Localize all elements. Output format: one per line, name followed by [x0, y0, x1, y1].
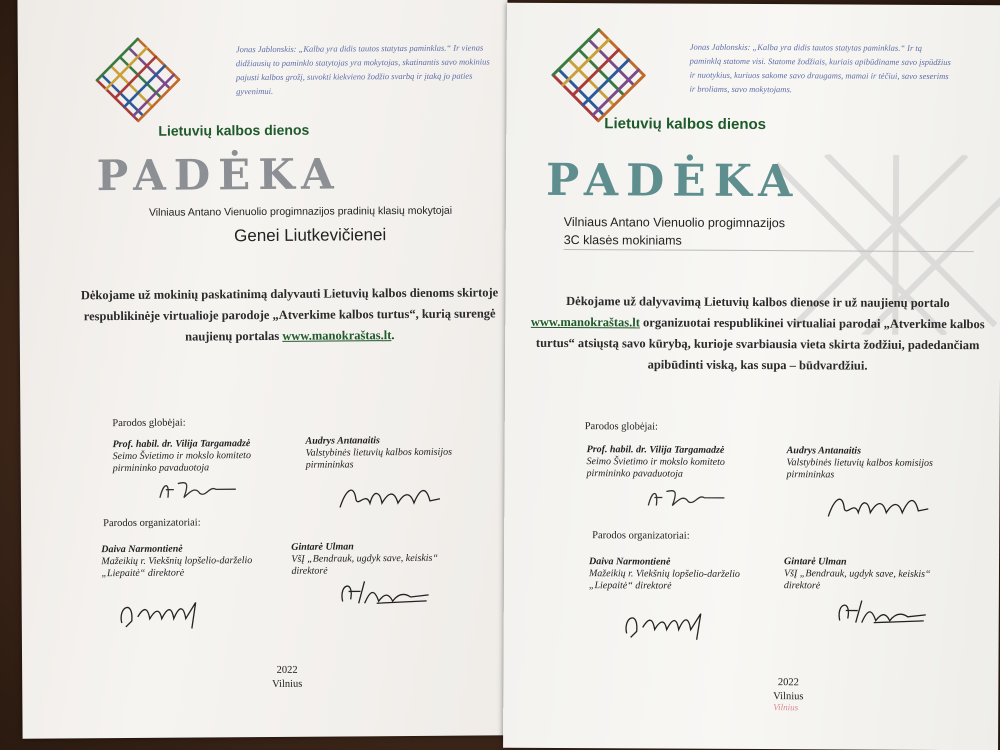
organizer-1 [589, 556, 764, 593]
organizer-1-name: Daiva Narmontienė [101, 543, 183, 556]
year: 2022 [276, 664, 298, 676]
recipient-name: Genei Liutkevičienei [234, 225, 387, 246]
organizer-2-role: VšĮ „Bendrauk, ugdyk save, keiskis“ direktorė [291, 552, 439, 577]
body-paragraph [525, 291, 990, 377]
patron-1-name: Prof. habil. dr. Vilija Targamadzė [112, 438, 251, 451]
patron-1-name: Prof. habil. dr. Vilija Targamadzė [586, 444, 725, 456]
organizer-2 [784, 556, 969, 593]
signature-narmontiene [114, 592, 224, 633]
signature-ulman [336, 575, 436, 610]
patron-2 [305, 434, 480, 471]
signature-ulman [834, 594, 934, 629]
logo-caption: Lietuvių kalbos dienos [604, 115, 767, 134]
city: Vilnius [272, 678, 303, 690]
body-text-end: organizuotai respublikinei virtualiai parodai „Atverkime kalbos turtus“ atsiųstą savo kūrybą, kurioje svarbiausia vieta skirta žodžiui, padedančiam apibūdinti viską, kas supa – būdvardžiui. [535, 315, 985, 373]
footer-year-city [758, 676, 818, 704]
certificate-title: PADĖKA [96, 149, 342, 201]
quote-text: Jonas Jablonskis: „Kalba yra didis tautos statytas paminklas.“ Ir vienas didžiausių to paminklo statytojas yra mokytojas, skatinantis savo mokinius pajusti kalbos grožį, suvokti kiekvieno žodžio svarbą ir įtaką jo paties gyvenimui. [235, 42, 490, 97]
portal-link[interactable]: www.manokraštas.lt [282, 328, 392, 343]
faint-stamp-text: Vilnius [773, 702, 799, 713]
patron-2-role: Valstybinės lietuvių kalbos komisijos pirmininkas [786, 457, 933, 481]
organizer-1-name: Daiva Narmontienė [588, 556, 671, 568]
patron-2 [786, 445, 966, 482]
left-certificate [17, 0, 512, 739]
organizer-1 [101, 543, 276, 580]
patron-1 [586, 444, 761, 481]
issuer-line: Vilniaus Antano Vienuolio progimnazijos pradinių klasių mokytojai [148, 204, 453, 219]
logo-caption: Lietuvių kalbos dienos [158, 121, 310, 139]
organizer-1-role: Mažeikių r. Viekšnių lopšelio-darželio „Liepaitė“ direktorė [588, 568, 740, 592]
organizer-1-role: Mažeikių r. Viekšnių lopšelio-darželio „Liepaitė“ direktorė [101, 555, 253, 580]
body-paragraph [79, 282, 499, 348]
right-certificate [503, 3, 1000, 750]
body-text-end: . [391, 328, 395, 343]
organizer-2 [291, 541, 476, 578]
patron-1-role: Seimo Švietimo ir mokslo komiteto pirmininko pavaduotoja [112, 450, 251, 475]
patron-2-role: Valstybinės lietuvių kalbos komisijos pirmininkas [305, 446, 453, 471]
organizer-2-name: Gintarė Ulman [291, 541, 354, 553]
year: 2022 [777, 677, 799, 689]
logo-lattice-icon [548, 25, 649, 126]
issuer-line-2: 3C klasės mokiniams [563, 233, 682, 248]
signature-targamadze [644, 483, 734, 513]
city: Vilnius [773, 691, 804, 703]
patron-2-name: Audrys Antanaitis [305, 435, 380, 447]
body-text-start: Dėkojame už mokinių paskatinimą dalyvauti Lietuvių kalbos dienoms skirtoje respublikinėje virtualioje parodoje „Atverkime kalbos turtus“, kurią surengė naujienų portalas [80, 285, 499, 344]
issuer-line-1: Vilniaus Antano Vienuolio progimnazijos [563, 215, 786, 231]
signature-narmontiene [619, 603, 729, 644]
certificate-title: PADĖKA [545, 154, 801, 208]
organizers-label: Parodos organizatoriai: [592, 530, 690, 542]
quote-text: Jonas Jablonskis: „Kalba yra didis tautos statytas paminklas.“ Ir tą paminklą statome visi. Statome žodžiais, kuriais apibūdiname savo įspūdžius ir nuotykius, kuriuos sakome savo draugams, mamai ir tėčiui, savo seserims ir broliams, savo mokytojams. [689, 41, 951, 95]
signature-antanaitis [336, 479, 446, 514]
patron-1-role: Seimo Švietimo ir mokslo komiteto pirmininko pavaduotoja [586, 456, 725, 480]
patron-1 [113, 438, 273, 475]
footer-year-city [257, 664, 317, 692]
patron-2-name: Audrys Antanaitis [786, 445, 862, 457]
portal-link[interactable]: www.manokraštas.lt [530, 314, 640, 330]
body-text-start: Dėkojame už dalyvavimą Lietuvių kalbos dienose ir už naujienų portalo [566, 294, 950, 311]
organizer-2-role: VšĮ „Bendrauk, ugdyk save, keiskis“ direktorė [783, 568, 931, 592]
patrons-label: Parodos globėjai: [112, 417, 186, 430]
organizer-2-name: Gintarė Ulman [784, 556, 847, 568]
signature-antanaitis [824, 488, 934, 523]
patrons-label: Parodos globėjai: [584, 421, 658, 433]
organizers-label: Parodos organizatoriai: [103, 517, 201, 530]
signature-targamadze [156, 475, 246, 506]
logo-lattice-icon [93, 35, 184, 126]
